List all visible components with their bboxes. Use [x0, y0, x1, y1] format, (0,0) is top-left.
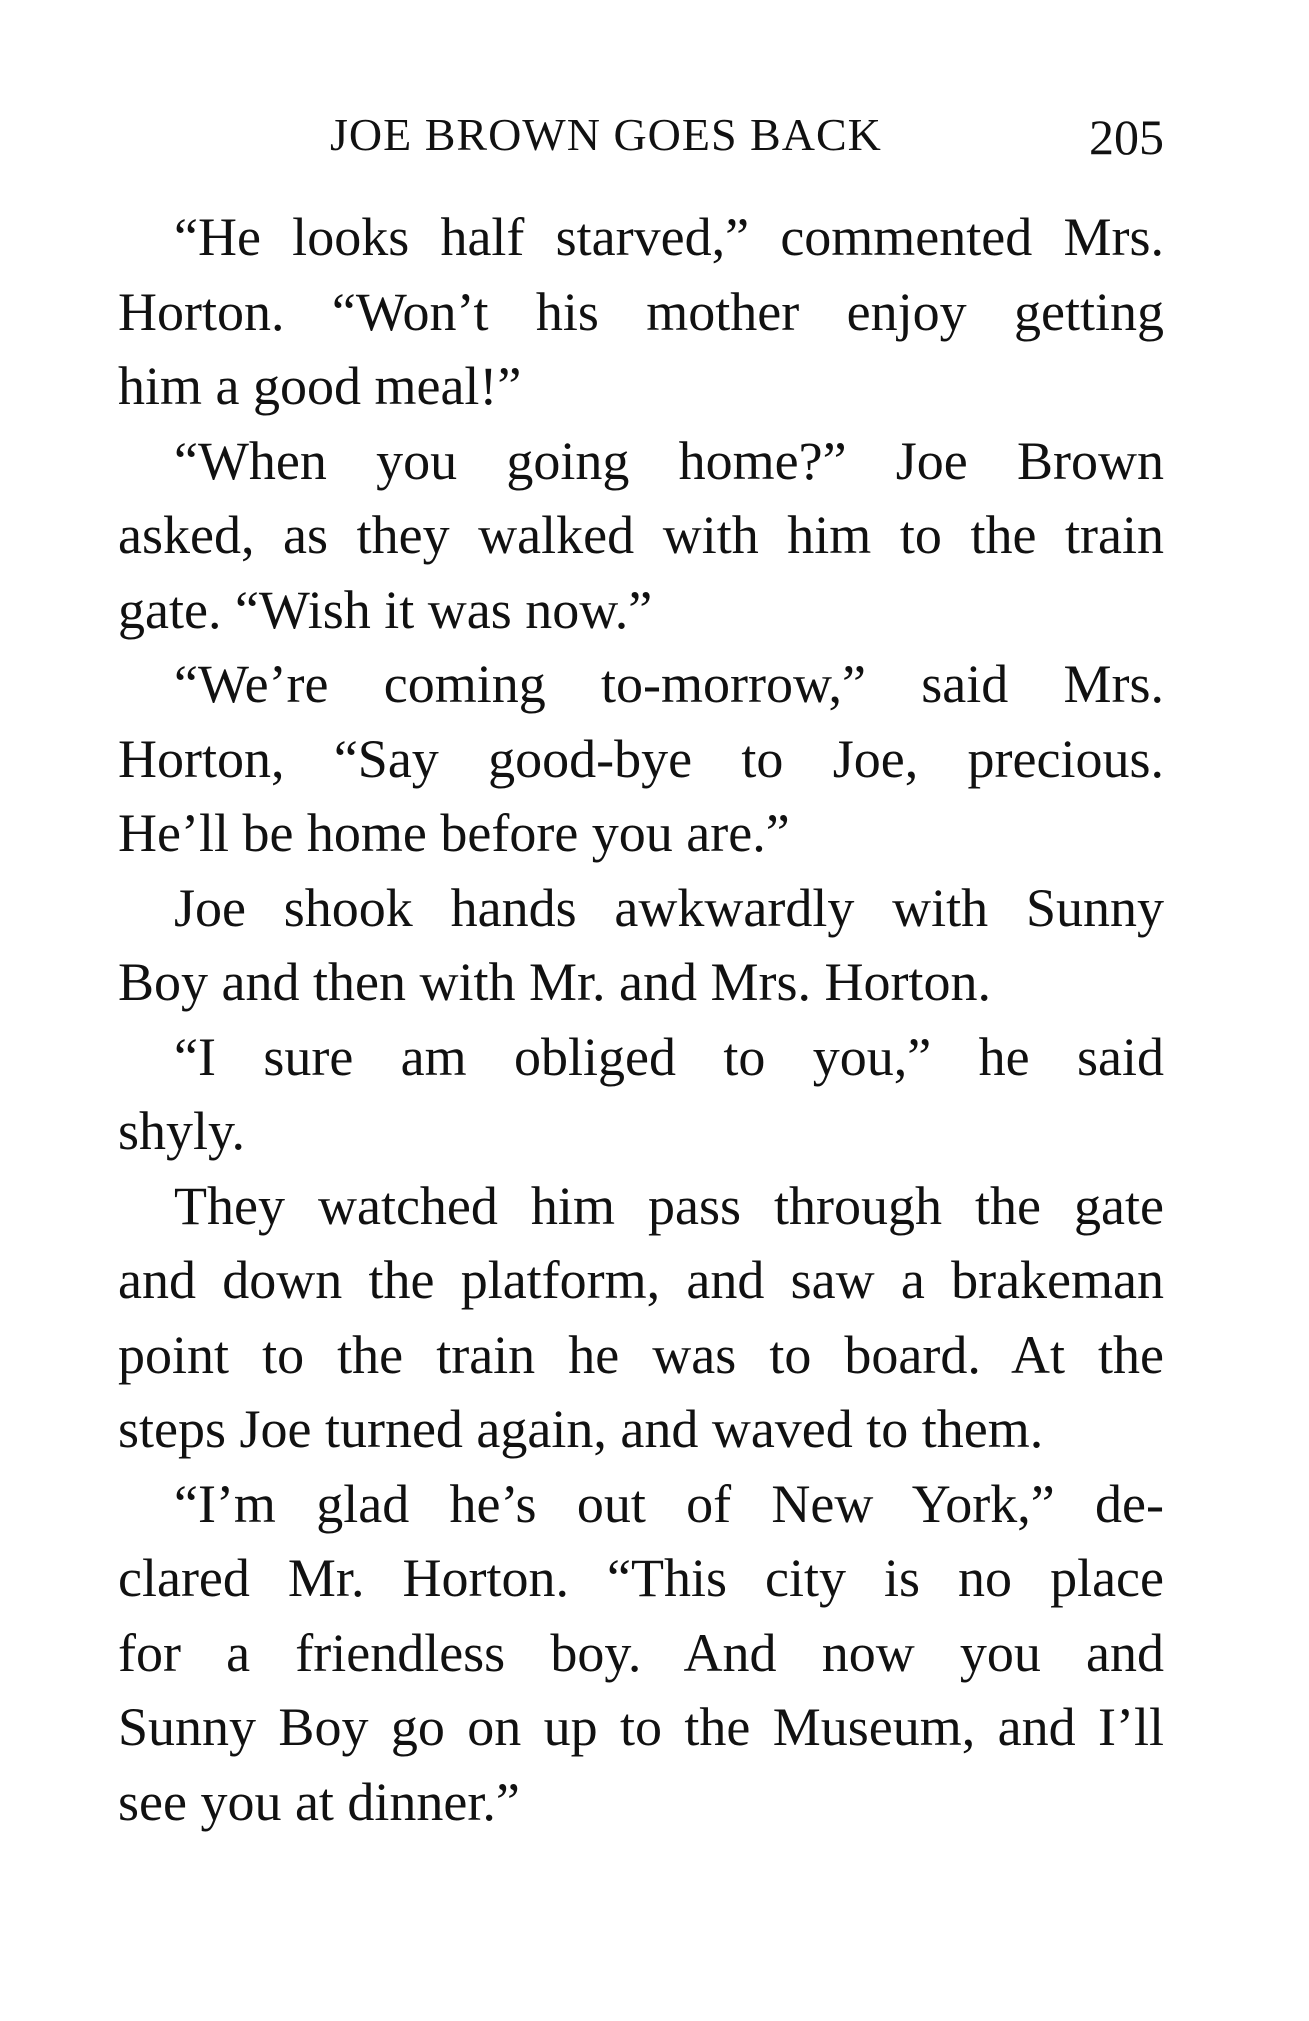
running-title: JOE BROWN GOES BACK	[330, 109, 882, 160]
paragraph	[118, 1169, 1164, 1467]
paragraph	[118, 200, 1164, 424]
text-line: “I sure am obliged to you,” he said	[174, 1026, 1164, 1087]
text-line: He’ll be home before you are.”	[118, 803, 790, 863]
paragraph	[118, 424, 1164, 648]
text-line: and down the platform, and saw a brakeman	[118, 1250, 1164, 1310]
text-line: steps Joe turned again, and waved to them.	[118, 1399, 1044, 1459]
text-line: Joe shook hands awkwardly with Sunny	[174, 877, 1164, 938]
paragraph	[118, 1020, 1164, 1169]
text-line: “When you going home?” Joe Brown	[174, 430, 1164, 491]
text-line: “He looks half starved,” commented Mrs.	[174, 207, 1164, 267]
text-line: Horton. “Won’t his mother enjoy getting	[118, 281, 1164, 342]
text-line: for a friendless boy. And now you and	[118, 1622, 1164, 1683]
page-number: 205	[1089, 109, 1164, 165]
running-head	[118, 108, 1164, 168]
text-line: clared Mr. Horton. “This city is no place	[118, 1548, 1164, 1608]
text-line: Boy and then with Mr. and Mrs. Horton.	[118, 952, 991, 1012]
text-line: They watched him pass through the gate	[174, 1175, 1164, 1236]
text-line: “We’re coming to-morrow,” said Mrs.	[174, 654, 1164, 714]
text-line: gate. “Wish it was now.”	[118, 579, 653, 640]
paragraph	[118, 647, 1164, 871]
body-text	[118, 200, 1164, 1839]
text-line: point to the train he was to board. At the	[118, 1324, 1164, 1385]
text-line: asked, as they walked with him to the train	[118, 505, 1164, 565]
paragraph	[118, 871, 1164, 1020]
text-line: Horton, “Say good-bye to Joe, precious.	[118, 728, 1164, 789]
paragraph	[118, 1467, 1164, 1840]
text-line: shyly.	[118, 1101, 246, 1161]
text-line: Sunny Boy go on up to the Museum, and I’ll	[118, 1697, 1164, 1757]
text-line: him a good meal!”	[118, 356, 522, 416]
text-line: see you at dinner.”	[118, 1771, 520, 1832]
text-line: “I’m glad he’s out of New York,” de-	[174, 1473, 1164, 1534]
